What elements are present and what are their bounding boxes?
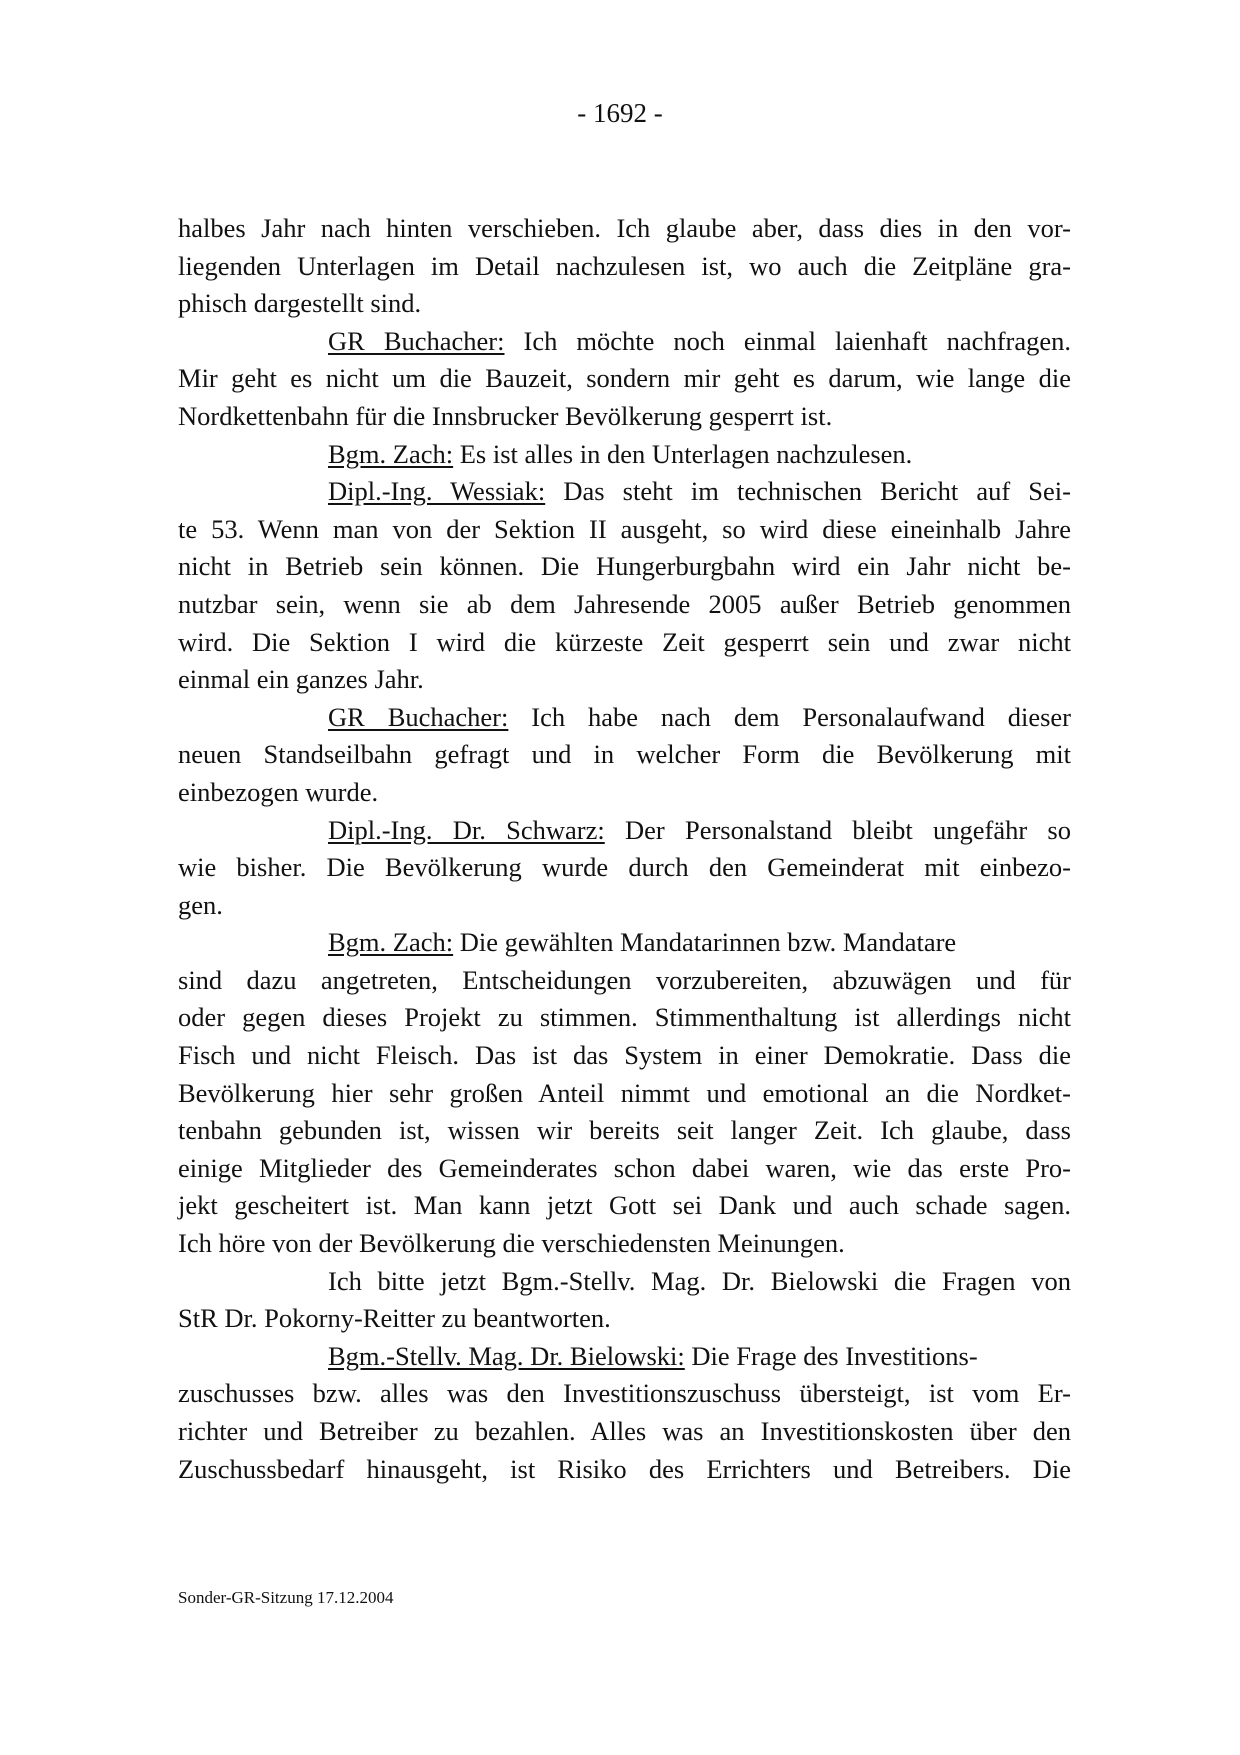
line-text: tenbahn gebunden ist, wissen wir bereits seit langer Zeit. Ich glaube, dass [178, 1115, 1071, 1146]
line-text: zuschusses bzw. alles was den Investitionszuschuss übersteigt, ist vom Er- [178, 1378, 1071, 1409]
text-line [178, 1375, 1071, 1413]
text-line [178, 1338, 1071, 1376]
text-line [178, 323, 1071, 361]
speaker-name: Dipl.-Ing. Wessiak: [328, 476, 546, 507]
text-line [178, 1037, 1071, 1075]
line-text: nutzbar sein, wenn sie ab dem Jahresende 2005 außer Betrieb genommen [178, 588, 1071, 619]
text-line [178, 774, 1071, 812]
text-line [178, 586, 1071, 624]
text-line [178, 1451, 1071, 1489]
speaker-name: Bgm. Zach: [328, 927, 454, 958]
speaker-name: Bgm. Zach: [328, 438, 454, 469]
speaker-name: Dipl.-Ing. Dr. Schwarz: [328, 814, 605, 845]
line-text: nicht in Betrieb sein können. Die Hungerburgbahn wird ein Jahr nicht be- [178, 551, 1071, 582]
line-text: Der Personalstand bleibt ungefähr so [604, 814, 1071, 845]
text-line [178, 210, 1071, 248]
line-text: Fisch und nicht Fleisch. Das ist das System in einer Demokratie. Dass die [178, 1040, 1071, 1071]
text-line [178, 548, 1071, 586]
text-line [178, 736, 1071, 774]
line-text: richter und Betreiber zu bezahlen. Alles was an Investitionskosten über den [178, 1416, 1071, 1446]
text-line [178, 1150, 1071, 1188]
text-line [178, 1300, 1071, 1338]
line-text: Ich habe nach dem Personalaufwand dieser [508, 701, 1071, 732]
line-text: Es ist alles in den Unterlagen nachzulesen. [453, 438, 913, 469]
text-line [178, 511, 1071, 549]
text-line [178, 812, 1071, 850]
line-text: Bevölkerung hier sehr großen Anteil nimmt und emotional an die Nordket- [178, 1077, 1071, 1108]
line-text: gen. [178, 889, 223, 920]
line-text: wie bisher. Die Bevölkerung wurde durch den Gemeinderat mit einbezo- [178, 852, 1071, 883]
text-line [178, 473, 1071, 511]
text-line [178, 1263, 1071, 1301]
text-line [178, 887, 1071, 925]
line-text: neuen Standseilbahn gefragt und in welcher Form die Bevölkerung mit [178, 739, 1071, 770]
text-line [178, 248, 1071, 286]
speaker-name: Bgm.-Stellv. Mag. Dr. Bielowski: [328, 1340, 685, 1371]
line-text: Das steht im technischen Bericht auf Sei- [545, 476, 1071, 507]
text-line [178, 849, 1071, 887]
document-body [178, 210, 1071, 1488]
line-text: Ich möchte noch einmal laienhaft nachfragen. [504, 325, 1071, 356]
text-line [178, 699, 1071, 737]
line-text: StR Dr. Pokorny-Reitter zu beantworten. [178, 1303, 611, 1334]
text-line [178, 285, 1071, 323]
text-line [178, 436, 1071, 474]
page-number: - 1692 - [577, 98, 663, 128]
line-text: jekt gescheitert ist. Man kann jetzt Gott sei Dank und auch schade sagen. [178, 1190, 1071, 1221]
line-text: wird. Die Sektion I wird die kürzeste Zeit gesperrt sein und zwar nicht [178, 626, 1071, 657]
text-line [178, 1225, 1071, 1263]
line-text: te 53. Wenn man von der Sektion II ausgeht, so wird diese eineinhalb Jahre [178, 513, 1071, 544]
line-text: einmal ein ganzes Jahr. [178, 664, 424, 695]
line-text: Ich höre von der Bevölkerung die verschiedensten Meinungen. [178, 1228, 845, 1259]
line-text: liegenden Unterlagen im Detail nachzulesen ist, wo auch die Zeitpläne gra- [178, 250, 1071, 281]
document-footer: Sonder-GR-Sitzung 17.12.2004 [178, 1588, 394, 1607]
text-line [178, 398, 1071, 436]
text-line [178, 962, 1071, 1000]
line-text: sind dazu angetreten, Entscheidungen vorzubereiten, abzuwägen und für [178, 964, 1071, 995]
line-text: Nordkettenbahn für die Innsbrucker Bevölkerung gesperrt ist. [178, 400, 833, 431]
text-line [178, 624, 1071, 662]
line-text: Mir geht es nicht um die Bauzeit, sondern mir geht es darum, wie lange die [178, 363, 1071, 394]
line-text: halbes Jahr nach hinten verschieben. Ich glaube aber, dass dies in den vor- [178, 213, 1071, 243]
line-text: einbezogen wurde. [178, 776, 379, 807]
line-text: Ich bitte jetzt Bgm.-Stellv. Mag. Dr. Bielowski die Fragen von [328, 1265, 1071, 1296]
line-text: Zuschussbedarf hinausgeht, ist Risiko des Errichters und Betreibers. Die [178, 1453, 1071, 1484]
text-line [178, 1112, 1071, 1150]
text-line [178, 661, 1071, 699]
speaker-name: GR Buchacher: [328, 325, 505, 356]
line-text: einige Mitglieder des Gemeinderates schon dabei waren, wie das erste Pro- [178, 1152, 1071, 1183]
text-line [178, 360, 1071, 398]
line-text: Die Frage des Investitions- [684, 1340, 978, 1371]
text-line [178, 1075, 1071, 1113]
text-line [178, 999, 1071, 1037]
text-line [178, 1187, 1071, 1225]
line-text: oder gegen dieses Projekt zu stimmen. Stimmenthaltung ist allerdings nicht [178, 1002, 1071, 1033]
text-line [178, 924, 1071, 962]
speaker-name: GR Buchacher: [328, 701, 509, 732]
line-text: phisch dargestellt sind. [178, 288, 422, 319]
line-text: Die gewählten Mandatarinnen bzw. Mandatare [453, 927, 957, 958]
text-line [178, 1413, 1071, 1451]
